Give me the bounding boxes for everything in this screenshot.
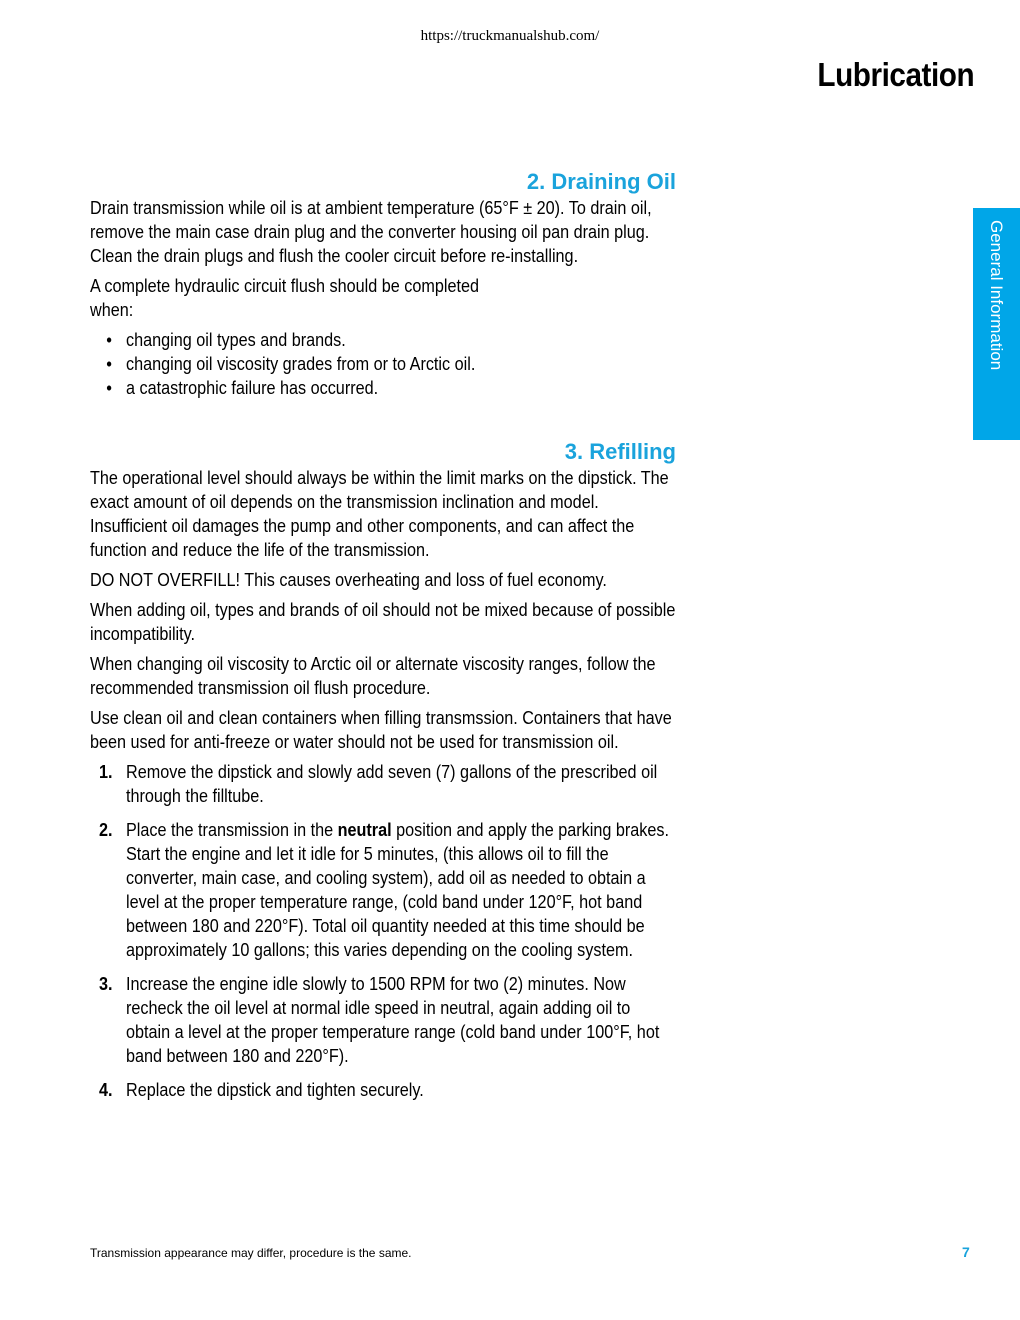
paragraph: Use clean oil and clean containers when filling transmssion. Containers that have been used for anti-freeze or water should not be used for transmission oil. (90, 708, 672, 752)
step-number: 3. (99, 974, 113, 994)
paragraph: When adding oil, types and brands of oil should not be mixed because of possible incompatibility. (90, 600, 676, 644)
step-item (90, 1078, 675, 1102)
section-heading-refilling: 3. Refilling (564, 439, 676, 464)
step-text: Increase the engine idle slowly to 1500 RPM for two (2) minutes. Now recheck the oil level at normal idle speed in neutral, again adding oil to obtain a level at the proper temperature range (cold band under 100°F, hot band between 180 and 220°F). (126, 974, 660, 1066)
section-heading-draining-oil: 2. Draining Oil (526, 169, 676, 194)
step-text: position and apply the parking brakes. Start the engine and let it idle for 5 minutes, (this allows oil to fill the converter, main case, and cooling system), add oil as needed to obtain a level at the proper temperature range, (cold band under 120°F, hot band between 180 and 220°F). Total oil quantity needed at this time should be approximately 10 gallons; this varies depending on the cooling system. (126, 820, 670, 960)
numbered-steps (90, 760, 675, 1102)
list-item: • changing oil viscosity grades from or to Arctic oil. (106, 352, 675, 376)
step-item (90, 818, 675, 962)
step-text: Remove the dipstick and slowly add seven (7) gallons of the prescribed oil through the filltube. (126, 762, 658, 806)
paragraph: DO NOT OVERFILL! This causes overheating and loss of fuel economy. (90, 570, 607, 590)
step-item (90, 972, 675, 1068)
step-text: Place the transmission in the (126, 820, 338, 840)
main-content (90, 168, 676, 1112)
page-title: Lubrication (817, 56, 974, 93)
paragraph: Drain transmission while oil is at ambient temperature (65°F ± 20). To drain oil, remove the main case drain plug and the converter housing oil pan drain plug. Clean the drain plugs and flush the cooler circuit before re-installing. (90, 198, 652, 266)
section-tab-label: General Information (987, 220, 1006, 371)
step-item (90, 760, 675, 808)
section-body-draining-oil (90, 196, 675, 400)
page-number: 7 (962, 1244, 970, 1260)
footer-note: Transmission appearance may differ, procedure is the same. (90, 1246, 412, 1260)
step-number: 2. (99, 820, 113, 840)
source-url: https://truckmanualshub.com/ (420, 28, 600, 44)
section-tab (973, 208, 1020, 440)
step-number: 1. (99, 762, 113, 782)
step-text: Replace the dipstick and tighten securely. (126, 1080, 424, 1100)
list-item: • changing oil types and brands. (106, 328, 675, 352)
paragraph: When changing oil viscosity to Arctic oil or alternate viscosity ranges, follow the recommended transmission oil flush procedure. (90, 654, 656, 698)
step-number: 4. (99, 1080, 113, 1100)
paragraph: The operational level should always be within the limit marks on the dipstick. The exact amount of oil depends on the transmission inclination and model. Insufficient oil damages the pump and other components, and can affect the function and reduce the life of the transmission. (90, 468, 669, 560)
bullet-list (90, 328, 675, 400)
paragraph: A complete hydraulic circuit flush should be completed when: (90, 276, 480, 320)
list-item: • a catastrophic failure has occurred. (106, 376, 675, 400)
section-body-refilling (90, 466, 675, 1102)
step-text-bold: neutral (337, 820, 392, 840)
